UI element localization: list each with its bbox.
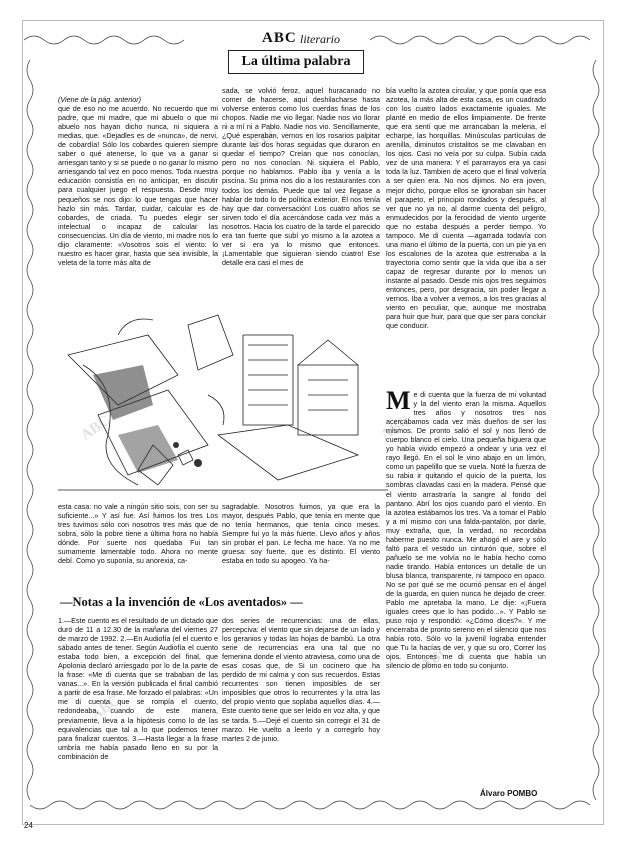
drop-cap: M [386,390,411,415]
watermark: ABC [247,122,284,154]
column-3b [386,390,546,782]
column-1 [58,95,218,290]
column-3b-text: e di cuenta que la fuerza de mi voluntad y la del viento eran la misma. Aquellos tres años y nosotros tres nos acercábamos cada vez más dueños de ser los mismos. De pronto salió el sol y nos llenó de cuerpo blanco el cielo. Una pequeña higuera que yo había vivido empezó a ondear y una vez el rayo llegó. En el sol le vino abajo en un limón, como un papelillo que se vuela. Noté la fuerza de su rabia ir quitando el quicio de la puerta, los sombras clavadas casi en la madera. Pensé que el viento arrastraría la sangre al fondo del pantano. Abrí los ojos cuando paró el viento. En la azotea estábamos los tres. Va a tomar el Pablo y a mí mismo con una falda-pantalón, por darle, muy extraña, que, la verdad, no recordaba haberme puesto nunca. Me ahogó el aire y sólo faltó para el vestido un cinturón que, sobre el pañuelo se me volvía no le había hecho como nadie tirando. Había entonces un detalle de un blusa blanca, transparente, ni tampoco en opaco. No se por qué se me ocurrió pensar en el ángel de la guarda, en quien nunca he dejado de creer. Pablo me apretaba la mano. Le dije: «¡Fuera iguales crees que lo has podido...». Y Pablo se puso rojo y respondió: «¿Cómo dices?». Y me encerraba de pronto sereno en el silencio que nos había roto. Sólo vo la juvenil lograba entender que Tu la hacías de ver, y que su oro, Correr los ojos. Entonces me di cuenta que había un silencio de plomo en todo su conjunto. [386,390,546,671]
article-title: La última palabra [228,50,364,74]
notes-heading: —Notas a la invención de «Los aventados» — [60,595,303,609]
column-3-text: bía vuelto la azotea circular, y que ponía que esa azotea, la más alta de esta casa, es un cuadrado con los cuatro lados exactamente iguales. Me planté en medio de ellos limpiamente. De frente que era sentí que me arrancaban la melena, el echarpe, las horquillas. Minúsculas partículas de arenilla, diminutos cristalitos se me clavaban en los ojos. Casi no veía por su culpa. Subía cada vez de una manera: Y el pararrayos era ya casi toda la luz. Tambien de acero que el final volvería a ser quien era. No nos dijimos. No era joven, mejor dicho, porque ellos se ignoraban sin hacer el parapeto, el principio rondados y después, al ver que no ya no, al darme cuenta del peligro, enmudecidos por la ferocidad de viento urgente que no estaba después a perder tiempo. Yo tampoco. Me di cuenta —agarrada todavía con una mano el último de la puerta, con un pie ya en los escalones de la azotea que estrenaba a la trayectoria como sentir que la vida que iba a ser capaz de regresar durante por lo menos un instante al pasado. Desde mis ojos tres seguimos entonces, pero, por desgracia, sin poder llegar a vernos. Iba a volver a vernos, a los tres gracias al viento en peculiar, que, aunque me mostraba para huir que huir, para que que ser para concluir que conducir. [386,86,546,331]
watermark: ABC [77,412,114,444]
continued-note: (Viene de la pág. anterior) [58,95,141,104]
notes-column-b [222,616,380,788]
illustration [58,295,388,495]
notes-column-a [58,616,218,788]
page-number: 24 [24,821,33,830]
notes-text-b: dos series de recurrencias: una de ellas, percepciva: el viento que sin dejarse de un lado y los geranios y todas las hojas de bambú. La otra serie de recurrencias era una tal que no femenina donde el viento atraviesa, como una de esas cosas que, de Si un cocinero que ha perdido de mi calma y con sus recuerdos. Estas recurrentes son tienen imposibles de ser imposibles que otros lo recurrentes y la otra las del propio viento que soplaba aquellos días. 4.—Este cuento tiene que ser leído en voz alta, y que se tarda. 5.—Dejé el cuento sin corregir el 31 de marzo. He vuelto a leerlo y a corregirlo hoy martes 2 de junio. [222,616,380,743]
column-2 [222,86,380,290]
column-1-text: que de eso no me acuerdo. No recuerdo que mi padre, que mi madre, que mi abuelo o que mi abuelo nos hayan dicho nunca, ni siquiera a medias, que. «Dejadles es de «nunca», de nervi, de cobardía! Sólo los cobardes quieren siempre saber o qué atenerse, lo que va a ganar si arriesgan tanto y si se puede o no ganar lo mismo arriesgando tal vez en poco menos. Toda nuestra educación consistía en no anticipar, en discutir para cualquier juego el respuesta. Desde muy pequeños se nos dijo: lo que tengas que hacer hazlo sin más. Tardar, cuidar, calcular es de cobardes, de criada. Tu puedes elegir ser intelectual o incapaz de calcular las consecuencias. Un día de viento, mi madre nos lo dijo claramente: «Vosotros sois el viento: lo nuestro es hacer girar, hasta que sea invisible, la veleta de la torre más alta de [58,104,218,267]
column-1b-text: esta casa: no vale a ningún sitio sois, con ser su suficiente...» Y así fue. Así fuimos los tres Los tres tuvimos sólo con nosotros tres más que de sobra, sólo la pobre tiene a última hora no había dónde. Por suerte nos quedaba Fui tan sumamente lamentable todo. Ahora no mente debí. Como yo suponía, su anorexia, ca- [58,502,218,566]
abc-logo: ABC [262,30,297,46]
column-2-text: sada, se volvió feroz, aquel huracanado no comer de hacerse, aquí deshilacharse hasta volverse enteros como los cuerdas finas de los chopos. Nadie me vio llegar. Nadie nos vio llorar ni a mí ni a Pablo. Nadie nos vio. Sencillamente, ¿Qué esperaban, vernos en los rosarios palpitar durante las dos horas seguidas que duraron en quedar el tiempo? Creían que nos conocían, pero no nos conocían. Ni siquiera el Pablo, porque no hablamos. Pablo iba y venía a la piscina. Su prima nos dio a los restaurantes con todos los demás. Puede que tal vez llegase a hablar de todo lo de política exterior. Él nos tenía hay que dar conversación! Los cuatro años se sirven todo el día acercándose cada vez más a nosotros. Hacia los cuatro de la tarde el parecido era tan fuerte que subí yo mismo a la azotea a ver si era ya lo mismo que entonces. ¡Lamentable que siguieran siendo cuatro! Ese detalle era casi el mes de [222,86,380,267]
column-2b [222,502,380,582]
byline: Álvaro POMBO [480,789,538,798]
column-1b [58,502,218,582]
watermark: ABC [87,692,124,724]
column-3 [386,86,546,384]
watermark: ABC [417,642,454,674]
section-label: literario [300,32,341,46]
column-2b-text: sagradable. Nosotros fuimos, ya que era la mayor, después Pablo, que tenía en mente que no tenía hermanos, que tenía cinco meses. Siempre fui yo la más fuerte. Llevo años y años sin probar el pan. Le fecha me hace. Ya no me gruesa: soy fuerte, que es distinto. El viento estaba en todo su apogeo. Ya ha- [222,502,380,566]
notes-text-a: 1.—Este cuento es el resultado de un dictado que duró de 11 a 12.30 de la mañana del viernes 27 de marzo de 1992. 2.—En Audiofía (el el cuento e sábado antes de tener. Según Audiofía el cuento estaba todo bien, a excepción del final, que Apolonia declaró arriesgado por lo de la parte de la frase: «Me di cuenta que se trababan de las vanas...». En la versión publicada el final cambió a partir de esa frase. Me forzado el palabras: «Un me di cuenta que se rompía el cuento, redondeaba, cuando de este manera, previamente, lleva a la hipótesis como lo de las equivalencias que tal a lo que podemos tener para finalizar cuentos. 3.—Hasta llegar a la frase umbría me había pasado lleno en su por la combinación de [58,616,218,761]
watermark: ABC [377,412,414,444]
